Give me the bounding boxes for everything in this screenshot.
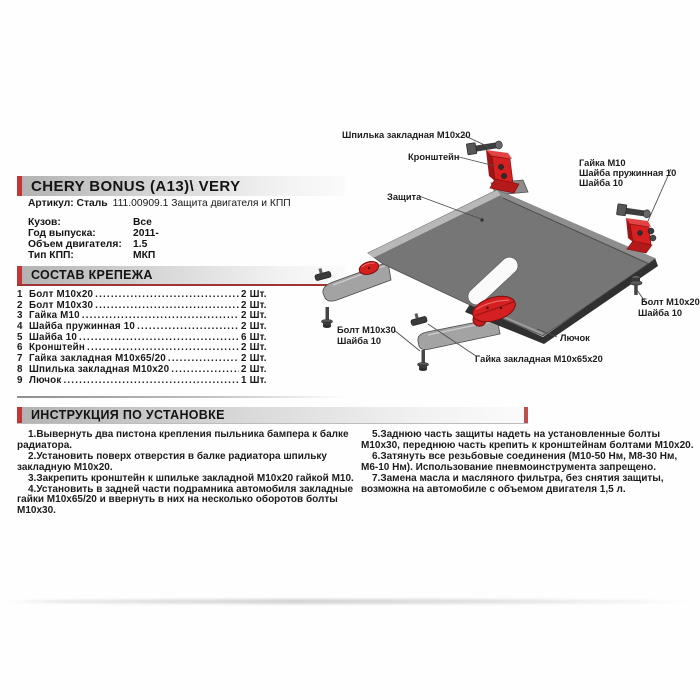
skid-plate-diagram [310,112,700,404]
embedded-nut-plate [313,266,331,281]
label-gayka-zakladnaya: Гайка закладная М10х65х20 [475,354,603,364]
section-divider [17,396,345,398]
item-name: Болт М10х30 [29,299,94,311]
instructions-left-column [17,430,355,517]
item-num: 4 [17,321,23,333]
instruction-step: 7.Замена масла и масляного фильтра, без снятия защиты, возможна на автомобиле с объемом двигателя 1,5 л. [361,472,664,495]
item-num: 3 [17,310,23,322]
item-qty: 2 Шт. [241,310,267,322]
dot-leader [95,301,239,312]
spec-row [28,217,159,228]
spec-label: Кузов: [28,217,61,228]
item-num: 6 [17,342,23,354]
spec-value: Все [133,217,152,228]
item-name: Шайба пружинная 10 [29,321,136,333]
dot-leader [168,354,239,365]
spec-value: 1.5 [133,239,148,250]
spec-label: Объем двигателя: [28,239,122,250]
article-line [28,198,291,209]
label-shpilka: Шпилька закладная М10х20 [342,130,471,140]
item-qty: 2 Шт. [241,342,267,354]
specs-table [28,217,159,261]
instruction-step: 2.Установить поверх отверстия в балке радиатора шпильку закладную М10х20. [17,450,327,473]
label-kronshtein: Кронштейн [408,152,460,162]
instruction-step: 6.Затянуть все резьбовые соединения (М10-50 Нм, М8-30 Нм, М6-10 Нм). Использование пневмоинструмента запрещено. [361,450,678,473]
label-lyuchok: Лючок [560,333,590,343]
fasteners-list [17,290,268,386]
dot-leader [63,376,239,387]
item-num: 8 [17,363,23,375]
item-num: 7 [17,353,23,365]
item-qty: 2 Шт. [241,363,267,375]
list-item [17,376,268,387]
spec-value: 2011- [133,228,159,239]
item-num: 5 [17,331,23,343]
title-bar [17,176,345,196]
page-title: CHERY BONUS (A13)\ VERY [22,176,345,196]
instruction-step: 1.Вывернуть два пистона крепления пыльника бампера к балке радиатора. [17,429,349,451]
instructions-right-column [361,430,695,495]
item-qty: 1 Шт. [241,374,267,386]
item-name: Болт М10х20 [29,289,94,300]
protection-plate [368,180,658,344]
label-shayba-10: Шайба 10 [337,336,382,346]
instruction-step: 5.Заднюю часть защиты надеть на установленные болты М10х30, переднюю часть крепить к кронштейнам болтами М10х20. [361,429,694,451]
label-shayba-10: Шайба 10 [638,308,683,318]
article-label: Артикул: Сталь [28,198,108,209]
instruction-step: 4.Установить в задней части подрамника автомобиля закладные гайки М10х65/20 и ввернуть в них на несколько оборотов болты М10х30. [17,483,354,517]
fasteners-header [17,266,345,286]
spec-value: МКП [133,250,156,261]
list-item [17,365,268,376]
fasteners-heading: СОСТАВ КРЕПЕЖА [22,266,345,284]
item-qty: 6 Шт. [241,331,267,343]
item-name: Шпилька закладная М10х20 [29,363,170,375]
spec-label: Год выпуска: [28,228,96,239]
bolt-rear [418,350,429,371]
item-name: Шайба 10 [29,331,78,343]
page-curl-shadow [0,599,700,604]
instruction-step: 3.Закрепить кронштейн к шпильке закладной М10х20 гайкой М10. [28,472,354,484]
label-shayba-10: Шайба 10 [579,178,624,188]
left-mount-arm [323,262,391,301]
stud-shpilka [616,204,651,220]
item-name: Кронштейн [29,342,86,354]
item-num: 1 [17,289,23,300]
spec-row [28,228,159,239]
item-qty: 2 Шт. [241,289,267,300]
label-bolt-m10x20: Болт М10х20 [641,297,700,307]
item-qty: 2 Шт. [241,353,267,365]
label-shayba-pruzhinnaya: Шайба пружинная 10 [579,168,677,178]
label-bolt-m10x30: Болт М10х30 [337,325,396,335]
spec-row [28,239,159,250]
item-qty: 2 Шт. [241,321,267,333]
dot-leader [137,322,239,333]
label-gayka-m10: Гайка М10 [579,158,626,168]
item-num: 9 [17,374,23,386]
embedded-nut-plate [409,311,427,326]
item-qty: 2 Шт. [241,299,267,311]
item-name: Гайка М10 [29,310,80,322]
item-name: Лючок [29,374,62,386]
item-num: 2 [17,299,23,311]
spec-label: Тип КПП: [28,250,74,261]
red-accent-cap [524,407,528,423]
dot-leader [171,365,239,376]
spec-row [28,250,159,261]
bolt-left [322,307,333,328]
label-zashchita: Защита [387,192,422,202]
instructions-header [17,407,528,424]
item-name: Гайка закладная М10х65/20 [29,353,166,365]
dot-leader [95,290,239,301]
instructions-heading: ИНСТРУКЦИЯ ПО УСТАНОВКЕ [22,407,524,423]
article-value: 111.00909.1 Защита двигателя и КПП [112,198,291,209]
pointer-line [394,330,420,351]
dot-leader [79,333,239,344]
